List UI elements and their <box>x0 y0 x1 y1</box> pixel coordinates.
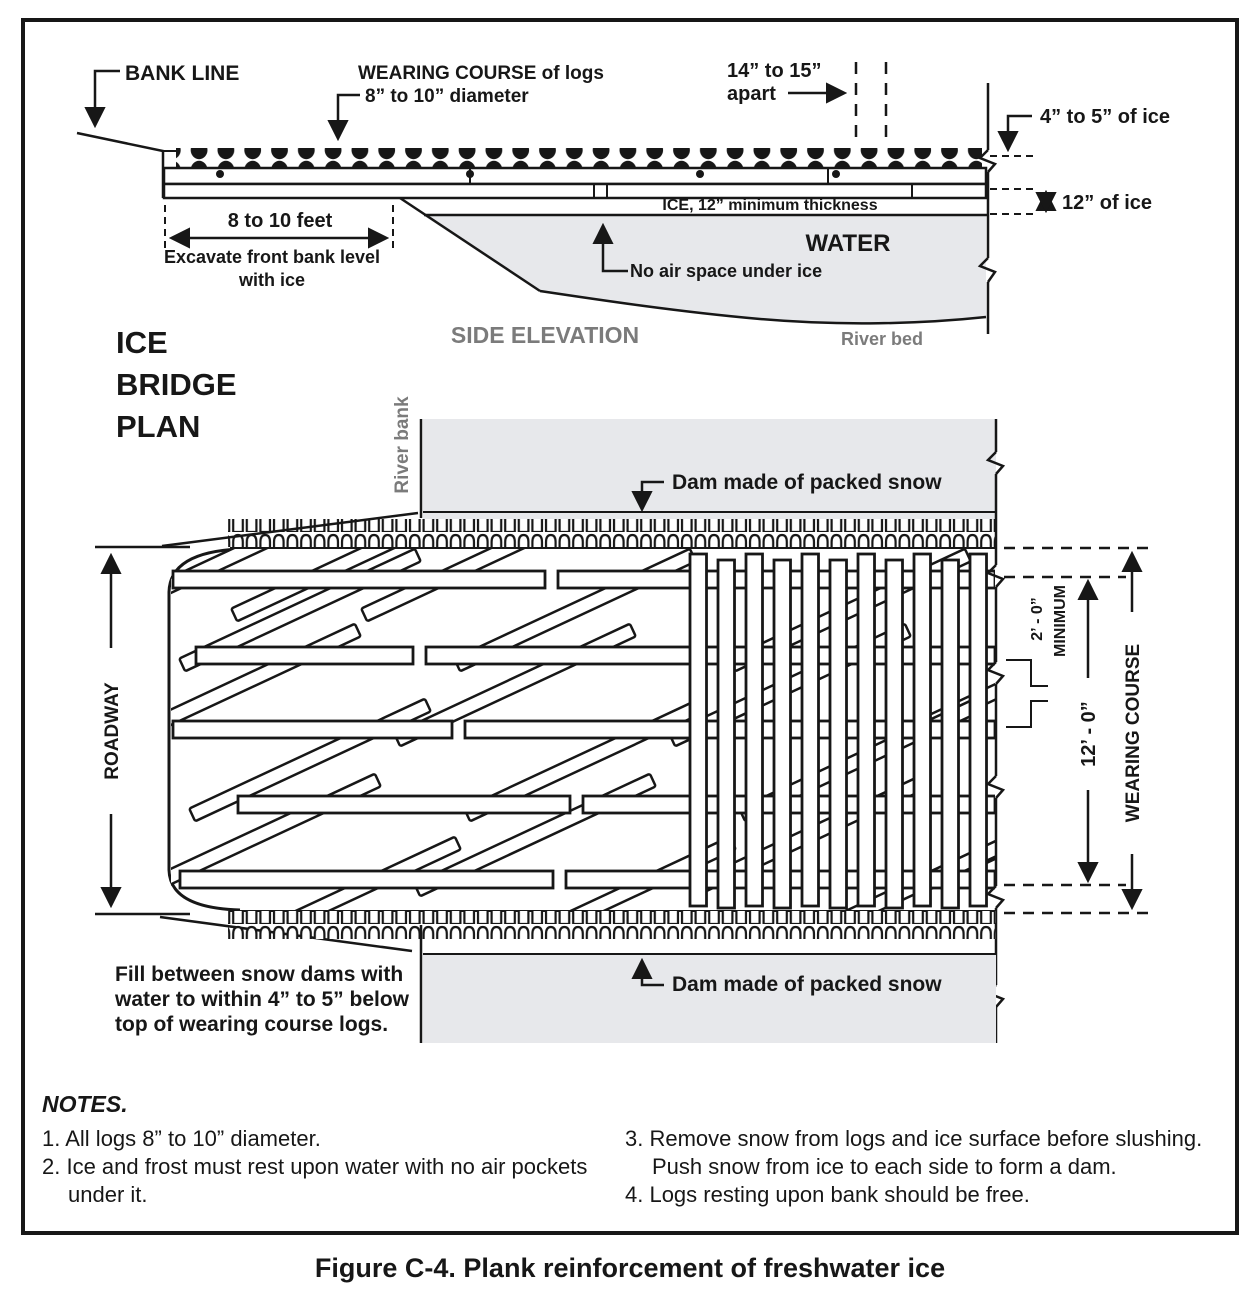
note-1: 1. All logs 8” to 10” diameter. <box>42 1126 321 1151</box>
dam-bottom-label: Dam made of packed snow <box>672 973 942 996</box>
fastener-dot <box>832 170 840 178</box>
plank-layer-top <box>164 168 986 184</box>
water-label: WATER <box>805 230 891 257</box>
notes-heading: NOTES. <box>42 1091 128 1117</box>
vertical-plank <box>830 560 847 908</box>
dam-top-label: Dam made of packed snow <box>672 471 942 494</box>
bank-surface-line <box>77 133 163 198</box>
edge-margin-bracket-top <box>1006 660 1048 686</box>
vertical-plank <box>690 554 707 906</box>
horizontal-plank <box>180 871 553 888</box>
wearing-course-label-1: WEARING COURSE of logs <box>358 63 604 84</box>
note-4: 4. Logs resting upon bank should be free. <box>625 1182 1030 1207</box>
excavation-dim-label: 8 to 10 feet <box>227 210 333 232</box>
plank-layer-bottom <box>164 184 986 198</box>
river-bed-label: River bed <box>840 329 924 349</box>
side-elevation-view <box>77 60 1170 349</box>
bank-line-arrow <box>95 71 120 125</box>
roadway-label: ROADWAY <box>102 682 123 780</box>
log-spacing-label-1: 14” to 15” <box>727 60 822 82</box>
fill-note-2: water to within 4” to 5” below <box>115 988 410 1011</box>
plan-view <box>95 325 1151 1043</box>
vertical-plank <box>886 560 903 908</box>
vertical-plank <box>914 554 931 906</box>
wearing-course-label: WEARING COURSE <box>1123 643 1144 823</box>
river-bank-label: River bank <box>392 396 413 494</box>
ice-above-label: 4” to 5” of ice <box>1040 106 1171 128</box>
no-air-space-label: No air space under ice <box>630 261 823 281</box>
vertical-plank <box>970 554 987 906</box>
horizontal-plank <box>173 571 545 588</box>
fastener-dot <box>466 170 474 178</box>
edge-margin-label-1: 2’ - 0” <box>1029 597 1046 641</box>
ice-layer-label: ICE, 12” minimum thickness <box>662 197 878 214</box>
note-3-line-2: Push snow from ice to each side to form a dam. <box>652 1154 1117 1179</box>
wearing-course-label-2: 8” to 10” diameter <box>365 86 529 107</box>
ice-depth-label: 12” of ice <box>1062 192 1153 214</box>
plan-title-1: ICE <box>116 325 168 360</box>
ice-above-arrow <box>1008 116 1032 149</box>
horizontal-plank <box>196 647 413 664</box>
upper-water-strip <box>423 419 996 520</box>
vertical-plank <box>802 554 819 906</box>
course-width-label: 12’ - 0” <box>1078 701 1100 767</box>
note-2-line-2: under it. <box>68 1182 148 1207</box>
log-spacing-label-2: apart <box>727 83 776 105</box>
horizontal-plank <box>426 647 995 664</box>
vertical-wearing-planks <box>690 554 987 908</box>
excavation-note-1: Excavate front bank level <box>163 247 381 267</box>
vertical-plank <box>858 554 875 906</box>
fill-note-3: top of wearing course logs. <box>115 1013 389 1036</box>
plan-title-2: BRIDGE <box>116 367 237 402</box>
snow-dam-bottom <box>228 911 996 939</box>
fastener-dot <box>216 170 224 178</box>
wearing-course-arrow <box>338 95 360 138</box>
vertical-plank <box>718 560 735 908</box>
horizontal-plank <box>238 796 570 813</box>
fastener-dot <box>696 170 704 178</box>
excavation-note-2: with ice <box>238 270 306 290</box>
notes-section <box>42 1091 1202 1207</box>
fill-note-1: Fill between snow dams with <box>115 963 404 986</box>
vertical-plank <box>746 554 763 906</box>
plan-title-3: PLAN <box>116 409 201 444</box>
vertical-plank <box>774 560 791 908</box>
side-elevation-title: SIDE ELEVATION <box>450 322 640 348</box>
edge-margin-label-2: MINIMUM <box>1052 585 1069 657</box>
note-3-line-1: 3. Remove snow from logs and ice surface before slushing. <box>625 1126 1203 1151</box>
figure-caption: Figure C-4. Plank reinforcement of freshwater ice <box>314 1253 946 1283</box>
note-2-line-1: 2. Ice and frost must rest upon water with no air pockets <box>42 1154 588 1179</box>
log-ends-row <box>176 148 982 168</box>
lower-water-strip <box>423 954 996 1043</box>
bank-line-label: BANK LINE <box>125 62 240 85</box>
horizontal-plank <box>173 721 452 738</box>
edge-margin-bracket-bottom <box>1006 701 1048 727</box>
vertical-plank <box>942 560 959 908</box>
